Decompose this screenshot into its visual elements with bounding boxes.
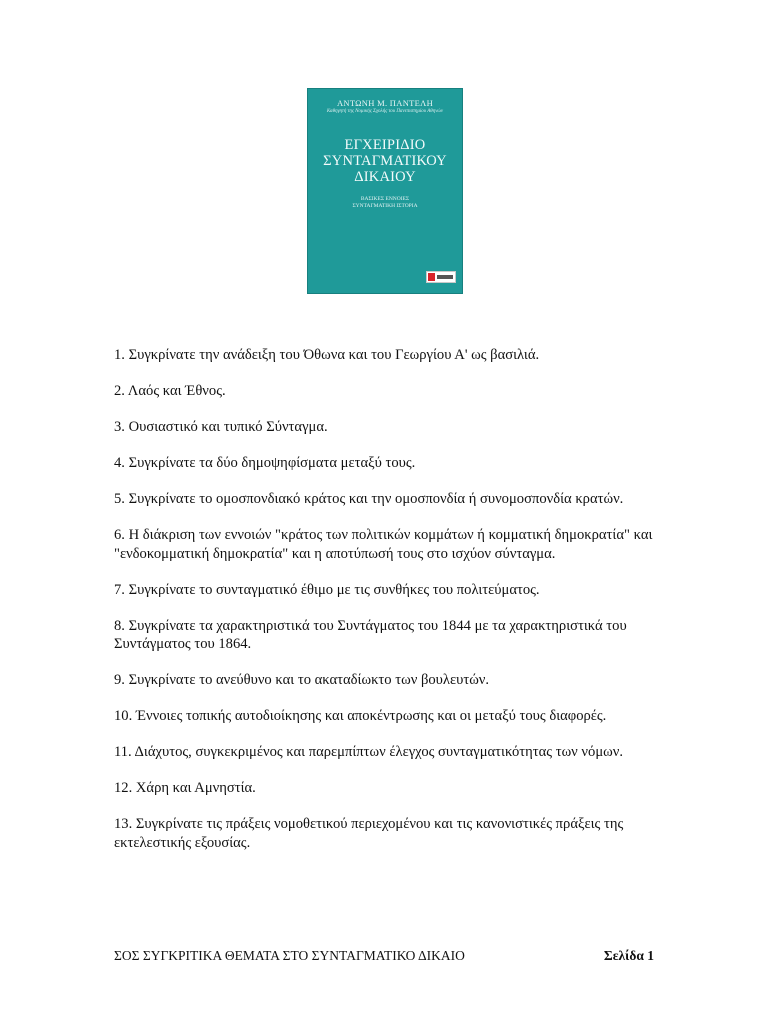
publisher-logo-icon bbox=[426, 271, 456, 283]
question-item: 9. Συγκρίνατε το ανεύθυνο και το ακαταδίωκτο των βουλευτών. bbox=[114, 672, 490, 688]
question-item: 4. Συγκρίνατε τα δύο δημοψηφίσματα μεταξύ τους. bbox=[114, 455, 416, 471]
question-item: 3. Ουσιαστικό και τυπικό Σύνταγμα. bbox=[114, 419, 328, 435]
cover-subtitle-line: ΣΥΝΤΑΓΜΑΤΙΚΗ ΙΣΤΟΡΙΑ bbox=[352, 203, 418, 209]
question-item: 1. Συγκρίνατε την ανάδειξη του Όθωνα και του Γεωργίου Α' ως βασιλιά. bbox=[114, 347, 540, 363]
question-item: 6. Η διάκριση των εννοιών "κράτος των πολιτικών κομμάτων ή κομματική δημοκρατία" και "ενδοκομματική δημοκρατία" και η αποτύπωσή τους στο ισχύον σύνταγμα. bbox=[114, 527, 653, 562]
cover-author: ΑΝΤΩΝΗ Μ. ΠΑΝΤΕΛΗ bbox=[336, 98, 434, 108]
cover-title bbox=[308, 137, 462, 185]
book-cover-image bbox=[307, 88, 463, 294]
cover-title-line: ΔΙΚΑΙΟΥ bbox=[354, 169, 416, 185]
question-list bbox=[114, 346, 654, 870]
question-item: 8. Συγκρίνατε τα χαρακτηριστικά του Συντάγματος του 1844 με τα χαρακτηριστικά του Συντάγματος του 1864. bbox=[114, 617, 627, 652]
question-item: 2. Λαός και Έθνος. bbox=[114, 383, 226, 399]
cover-affiliation: Καθηγητή της Νομικής Σχολής του Πανεπιστημίου Αθηνών bbox=[326, 109, 444, 114]
page-number: Σελίδα 1 bbox=[603, 948, 654, 963]
question-item: 5. Συγκρίνατε το ομοσπονδιακό κράτος και την ομοσπονδία ή συνομοσπονδία κρατών. bbox=[114, 491, 624, 507]
footer-title: ΣΟΣ ΣΥΓΚΡΙΤΙΚΑ ΘΕΜΑΤΑ ΣΤΟ ΣΥΝΤΑΓΜΑΤΙΚΟ ΔΙΚΑΙΟ bbox=[114, 948, 465, 963]
question-item: 12. Χάρη και Αμνηστία. bbox=[114, 780, 256, 796]
question-item: 7. Συγκρίνατε το συνταγματικό έθιμο με τις συνθήκες του πολιτεύματος. bbox=[114, 581, 540, 598]
cover-subtitle-line: ΒΑΣΙΚΕΣ ΕΝΝΟΙΕΣ bbox=[360, 196, 410, 202]
cover-subtitle bbox=[308, 196, 462, 210]
cover-title-line: ΣΥΝΤΑΓΜΑΤΙΚΟΥ bbox=[323, 153, 447, 169]
question-item: 10. Έννοιες τοπικής αυτοδιοίκησης και αποκέντρωσης και οι μεταξύ τους διαφορές. bbox=[114, 708, 607, 724]
question-item: 13. Συγκρίνατε τις πράξεις νομοθετικού περιεχομένου και τις κανονιστικές πράξεις της εκτελεστικής εξουσίας. bbox=[114, 816, 624, 851]
cover-title-line: ΕΓΧΕΙΡΙΔΙΟ bbox=[344, 137, 426, 153]
page-footer bbox=[114, 948, 654, 964]
question-item: 11. Διάχυτος, συγκεκριμένος και παρεμπίπτων έλεγχος συνταγματικότητας των νόμων. bbox=[114, 744, 624, 760]
